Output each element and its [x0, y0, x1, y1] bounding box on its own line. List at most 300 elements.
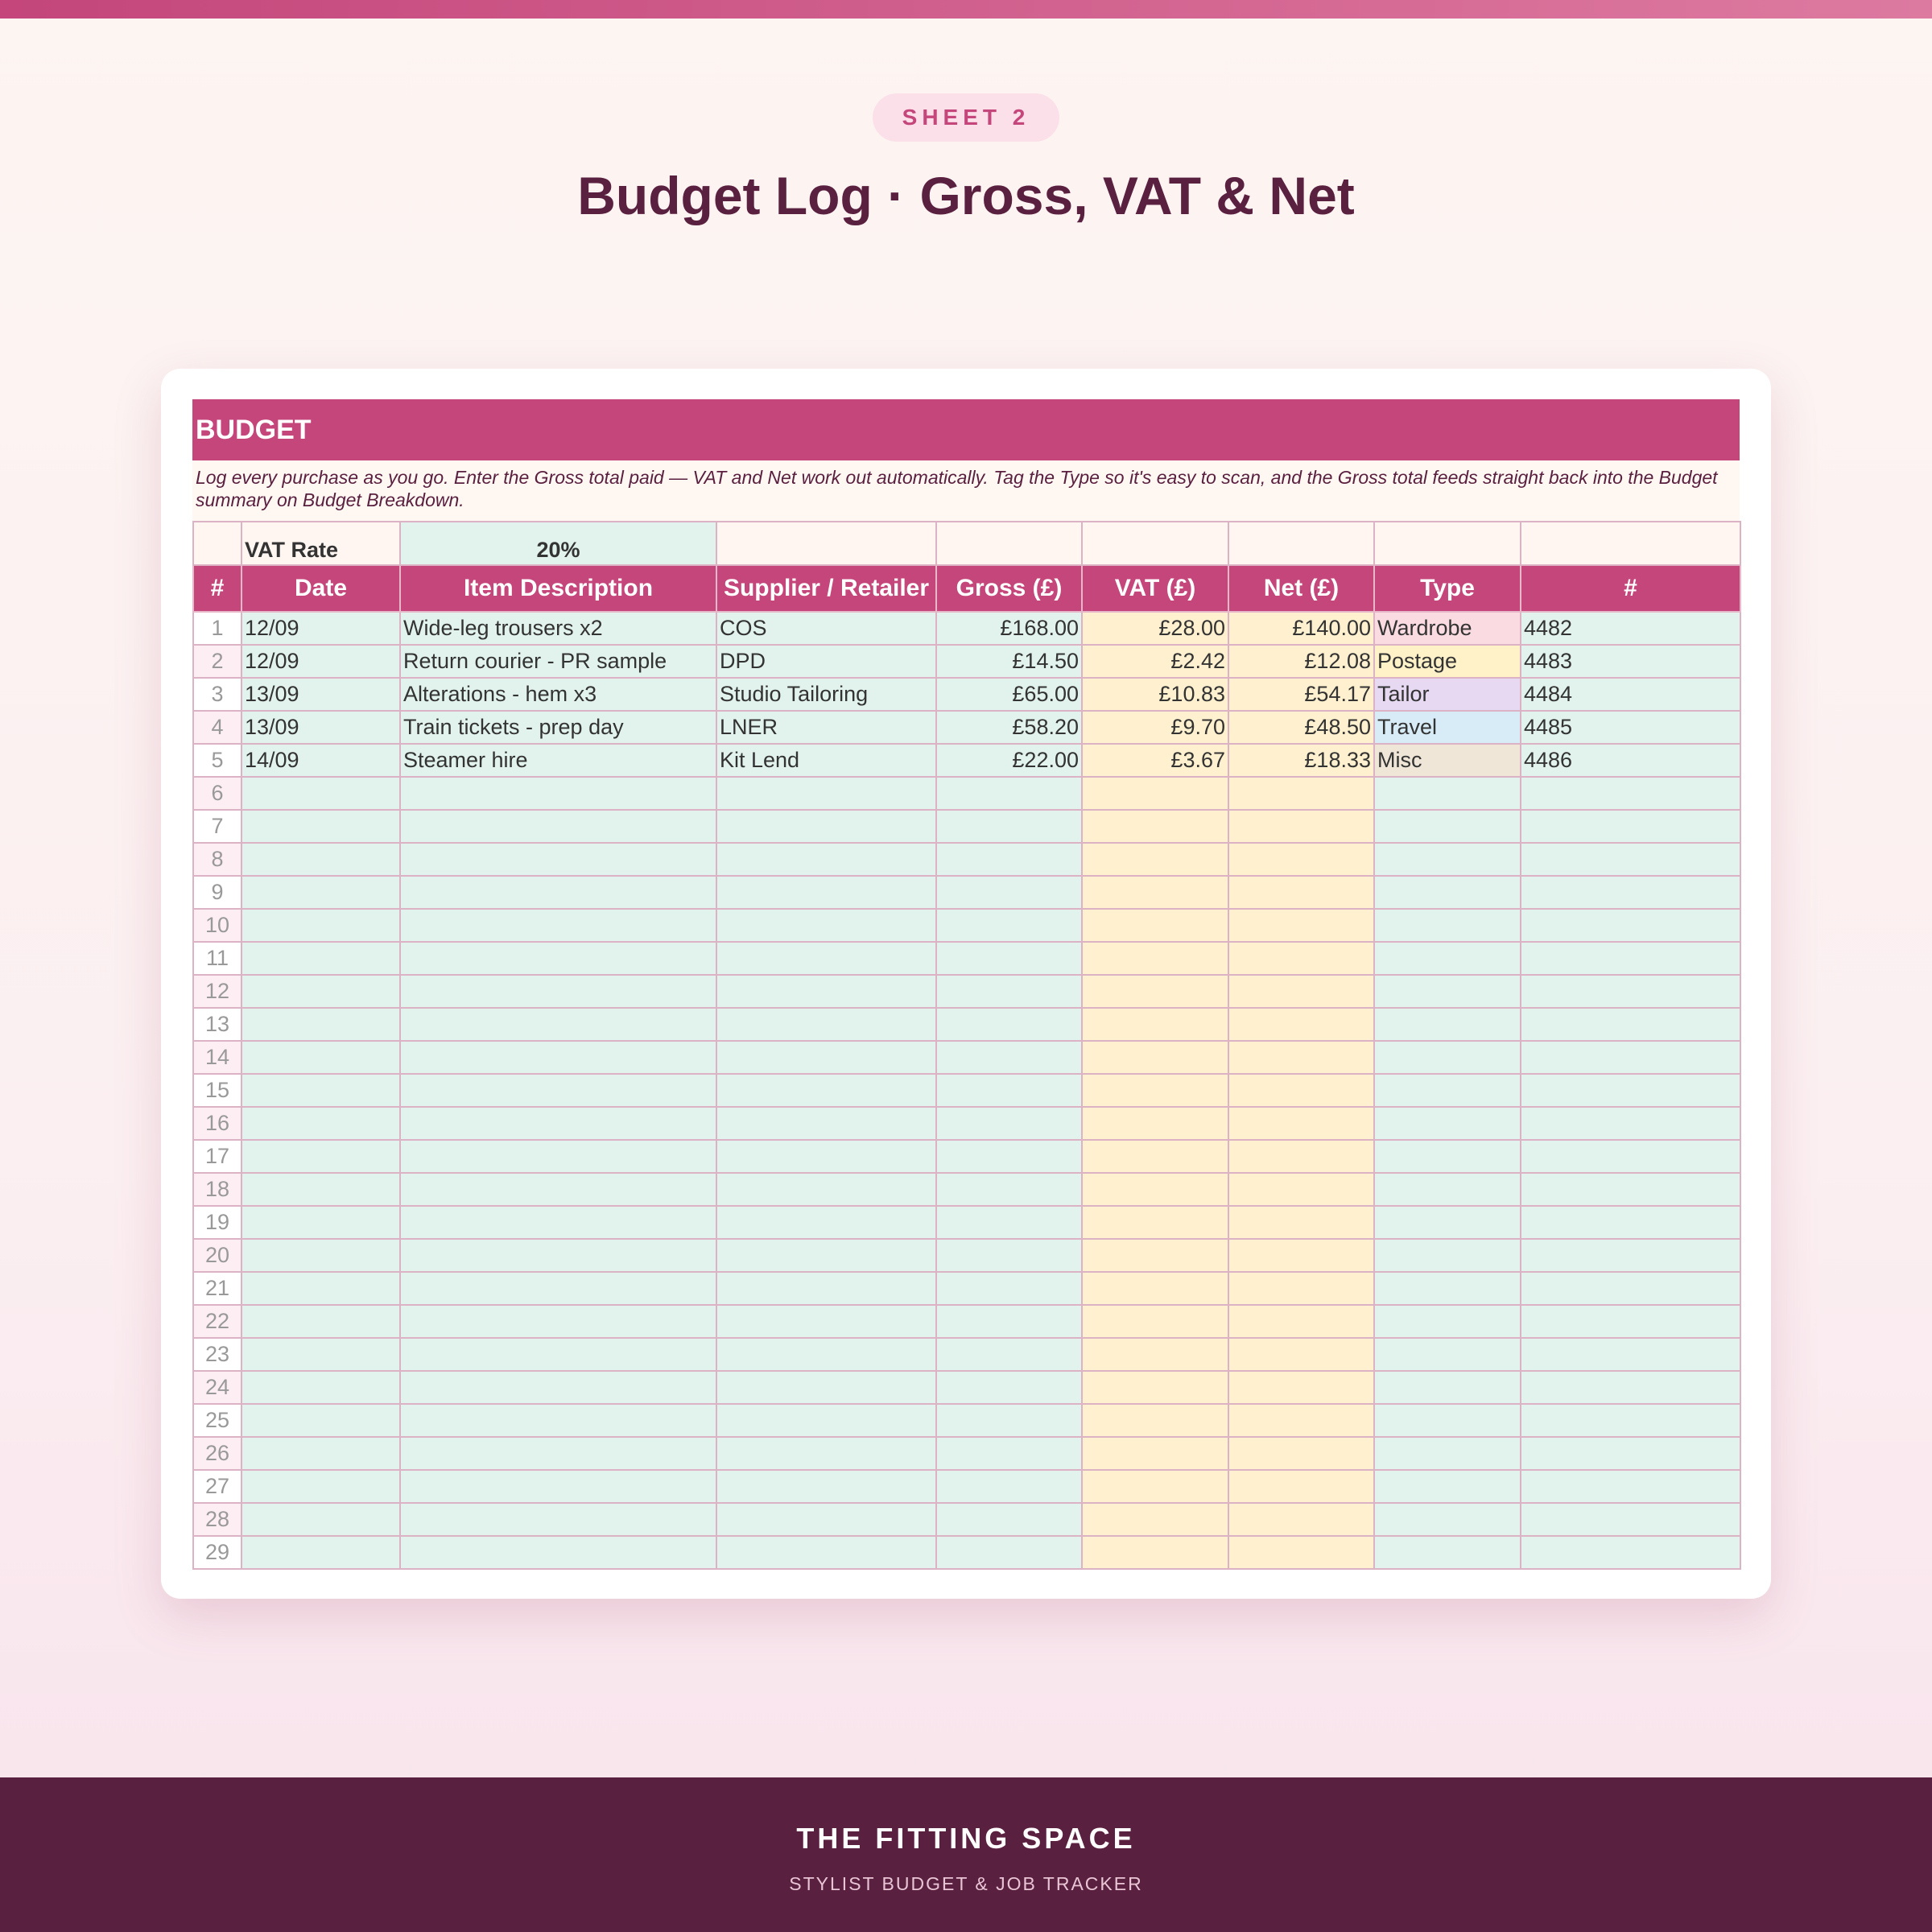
gross-cell[interactable] [936, 1503, 1082, 1536]
sheet-instructions: Log every purchase as you go. Enter the Gross total paid — VAT and Net work out automatically. Tag the Type so it's easy to scan, and the Gross total feeds straight back into the Budget summary on Budget Breakdown. [192, 460, 1740, 522]
type-cell[interactable] [1374, 1305, 1521, 1338]
gross-cell[interactable] [936, 1008, 1082, 1041]
header-type: Type [1374, 565, 1521, 612]
reference-cell[interactable] [1521, 1041, 1740, 1074]
page-title: Budget Log · Gross, VAT & Net [577, 166, 1355, 225]
supplier-cell[interactable] [716, 1404, 936, 1437]
supplier-cell[interactable] [716, 876, 936, 909]
blank-cell [716, 522, 936, 565]
item-description-cell[interactable] [400, 1107, 716, 1140]
supplier-cell[interactable] [716, 1206, 936, 1239]
blank-cell [936, 522, 1082, 565]
supplier-cell[interactable] [716, 810, 936, 843]
item-description-cell[interactable] [400, 1404, 716, 1437]
gross-cell[interactable]: £58.20 [936, 711, 1082, 744]
reference-cell[interactable]: 4482 [1521, 612, 1740, 645]
row-number-cell: 28 [193, 1503, 242, 1536]
type-cell[interactable] [1374, 1239, 1521, 1272]
date-cell[interactable] [242, 1404, 400, 1437]
net-cell: £48.50 [1228, 711, 1374, 744]
row-number-cell: 11 [193, 942, 242, 975]
footer [0, 1777, 1932, 1932]
row-number-cell: 23 [193, 1338, 242, 1371]
item-description-cell[interactable] [400, 1470, 716, 1503]
table-row [193, 1140, 1740, 1173]
date-cell[interactable]: 13/09 [242, 678, 400, 711]
table-row [193, 1470, 1740, 1503]
type-cell[interactable] [1374, 1041, 1521, 1074]
row-number-cell: 9 [193, 876, 242, 909]
item-description-cell[interactable]: Wide-leg trousers x2 [400, 612, 716, 645]
date-cell[interactable] [242, 777, 400, 810]
vat-cell [1082, 1140, 1228, 1173]
blank-cell [1228, 522, 1374, 565]
vat-cell [1082, 1338, 1228, 1371]
item-description-cell[interactable] [400, 810, 716, 843]
item-description-cell[interactable] [400, 975, 716, 1008]
net-cell [1228, 1305, 1374, 1338]
item-description-cell[interactable] [400, 1338, 716, 1371]
gross-cell[interactable]: £168.00 [936, 612, 1082, 645]
table-row [193, 744, 1740, 777]
supplier-cell[interactable] [716, 1074, 936, 1107]
vat-cell [1082, 1536, 1228, 1569]
item-description-cell[interactable] [400, 1239, 716, 1272]
gross-cell[interactable] [936, 1536, 1082, 1569]
supplier-cell[interactable]: Kit Lend [716, 744, 936, 777]
type-cell[interactable] [1374, 909, 1521, 942]
date-cell[interactable] [242, 1470, 400, 1503]
date-cell[interactable] [242, 1305, 400, 1338]
supplier-cell[interactable] [716, 1503, 936, 1536]
supplier-cell[interactable] [716, 1305, 936, 1338]
table-row [193, 1041, 1740, 1074]
reference-cell[interactable] [1521, 1404, 1740, 1437]
net-cell [1228, 1437, 1374, 1470]
type-cell[interactable] [1374, 1008, 1521, 1041]
table-row [193, 876, 1740, 909]
date-cell[interactable] [242, 1074, 400, 1107]
item-description-cell[interactable]: Alterations - hem x3 [400, 678, 716, 711]
reference-cell[interactable] [1521, 777, 1740, 810]
date-cell[interactable] [242, 1536, 400, 1569]
date-cell[interactable] [242, 1107, 400, 1140]
column-header-row [193, 565, 1740, 612]
vat-cell: £9.70 [1082, 711, 1228, 744]
table-row [193, 645, 1740, 678]
sheet-label: SHEET 2 [873, 93, 1059, 142]
reference-cell[interactable] [1521, 1008, 1740, 1041]
reference-cell[interactable] [1521, 1437, 1740, 1470]
date-cell[interactable] [242, 942, 400, 975]
gross-cell[interactable] [936, 975, 1082, 1008]
net-cell: £140.00 [1228, 612, 1374, 645]
vat-rate-row [193, 522, 1740, 565]
item-description-cell[interactable] [400, 777, 716, 810]
gross-cell[interactable] [936, 1338, 1082, 1371]
date-cell[interactable] [242, 1239, 400, 1272]
item-description-cell[interactable] [400, 843, 716, 876]
gross-cell[interactable] [936, 909, 1082, 942]
supplier-cell[interactable]: LNER [716, 711, 936, 744]
supplier-cell[interactable]: COS [716, 612, 936, 645]
item-description-cell[interactable] [400, 1272, 716, 1305]
net-cell [1228, 1008, 1374, 1041]
supplier-cell[interactable] [716, 1470, 936, 1503]
reference-cell[interactable] [1521, 876, 1740, 909]
date-cell[interactable]: 12/09 [242, 612, 400, 645]
header-gross: Gross (£) [936, 565, 1082, 612]
supplier-cell[interactable] [716, 1107, 936, 1140]
type-cell[interactable] [1374, 1074, 1521, 1107]
vat-cell [1082, 1239, 1228, 1272]
type-cell[interactable] [1374, 1470, 1521, 1503]
item-description-cell[interactable]: Steamer hire [400, 744, 716, 777]
table-row [193, 1437, 1740, 1470]
supplier-cell[interactable] [716, 1437, 936, 1470]
vat-cell [1082, 777, 1228, 810]
table-row [193, 975, 1740, 1008]
reference-cell[interactable] [1521, 1503, 1740, 1536]
item-description-cell[interactable]: Return courier - PR sample [400, 645, 716, 678]
net-cell [1228, 777, 1374, 810]
vat-cell [1082, 1503, 1228, 1536]
table-row [193, 909, 1740, 942]
table-row [193, 810, 1740, 843]
net-cell [1228, 1041, 1374, 1074]
net-cell [1228, 1173, 1374, 1206]
supplier-cell[interactable] [716, 777, 936, 810]
type-cell[interactable] [1374, 1503, 1521, 1536]
table-row [193, 942, 1740, 975]
vat-cell [1082, 1404, 1228, 1437]
item-description-cell[interactable] [400, 909, 716, 942]
date-cell[interactable] [242, 876, 400, 909]
gross-cell[interactable] [936, 1470, 1082, 1503]
type-cell[interactable]: Travel [1374, 711, 1521, 744]
net-cell [1228, 1404, 1374, 1437]
item-description-cell[interactable] [400, 1536, 716, 1569]
type-cell[interactable] [1374, 1173, 1521, 1206]
table-row [193, 843, 1740, 876]
gross-cell[interactable]: £22.00 [936, 744, 1082, 777]
row-number-cell: 12 [193, 975, 242, 1008]
vat-cell [1082, 1272, 1228, 1305]
row-number-cell: 15 [193, 1074, 242, 1107]
vat-cell: £2.42 [1082, 645, 1228, 678]
row-number-cell: 1 [193, 612, 242, 645]
table-row [193, 1404, 1740, 1437]
supplier-cell[interactable] [716, 1536, 936, 1569]
row-number-cell: 27 [193, 1470, 242, 1503]
date-cell[interactable] [242, 1206, 400, 1239]
reference-cell[interactable] [1521, 942, 1740, 975]
reference-cell[interactable] [1521, 1239, 1740, 1272]
date-cell[interactable] [242, 810, 400, 843]
reference-cell[interactable]: 4483 [1521, 645, 1740, 678]
header-supplier: Supplier / Retailer [716, 565, 936, 612]
vat-cell [1082, 1470, 1228, 1503]
row-number-cell: 13 [193, 1008, 242, 1041]
gross-cell[interactable]: £14.50 [936, 645, 1082, 678]
supplier-cell[interactable] [716, 1272, 936, 1305]
net-cell [1228, 909, 1374, 942]
reference-cell[interactable] [1521, 1305, 1740, 1338]
vat-cell [1082, 909, 1228, 942]
item-description-cell[interactable] [400, 1305, 716, 1338]
gross-cell[interactable] [936, 1041, 1082, 1074]
type-cell[interactable] [1374, 777, 1521, 810]
type-cell[interactable] [1374, 810, 1521, 843]
type-cell[interactable] [1374, 1206, 1521, 1239]
net-cell [1228, 876, 1374, 909]
net-cell [1228, 1107, 1374, 1140]
vat-rate-input[interactable]: 20% [400, 522, 716, 565]
supplier-cell[interactable]: Studio Tailoring [716, 678, 936, 711]
row-number-cell: 21 [193, 1272, 242, 1305]
row-number-cell: 24 [193, 1371, 242, 1404]
gross-cell[interactable] [936, 1272, 1082, 1305]
net-cell [1228, 1470, 1374, 1503]
supplier-cell[interactable] [716, 1371, 936, 1404]
type-cell[interactable]: Tailor [1374, 678, 1521, 711]
type-cell[interactable] [1374, 1371, 1521, 1404]
date-cell[interactable] [242, 843, 400, 876]
row-number-cell: 10 [193, 909, 242, 942]
vat-cell [1082, 1437, 1228, 1470]
reference-cell[interactable] [1521, 909, 1740, 942]
net-cell: £54.17 [1228, 678, 1374, 711]
supplier-cell[interactable] [716, 1338, 936, 1371]
row-number-cell: 22 [193, 1305, 242, 1338]
gross-cell[interactable] [936, 777, 1082, 810]
table-row [193, 1074, 1740, 1107]
gross-cell[interactable] [936, 810, 1082, 843]
vat-cell: £28.00 [1082, 612, 1228, 645]
date-cell[interactable]: 13/09 [242, 711, 400, 744]
budget-log-table [192, 521, 1741, 1570]
gross-cell[interactable] [936, 1140, 1082, 1173]
supplier-cell[interactable]: DPD [716, 645, 936, 678]
gross-cell[interactable] [936, 1404, 1082, 1437]
type-cell[interactable]: Misc [1374, 744, 1521, 777]
vat-cell [1082, 1173, 1228, 1206]
table-row [193, 711, 1740, 744]
net-cell: £18.33 [1228, 744, 1374, 777]
header-date: Date [242, 565, 400, 612]
sheet-banner: BUDGET [192, 399, 1740, 460]
table-row [193, 1272, 1740, 1305]
item-description-cell[interactable] [400, 1008, 716, 1041]
supplier-cell[interactable] [716, 1041, 936, 1074]
date-cell[interactable]: 12/09 [242, 645, 400, 678]
reference-cell[interactable] [1521, 1206, 1740, 1239]
supplier-cell[interactable] [716, 843, 936, 876]
supplier-cell[interactable] [716, 1008, 936, 1041]
vat-cell [1082, 1107, 1228, 1140]
top-accent-bar [0, 0, 1932, 19]
header-row-number: # [193, 565, 242, 612]
vat-cell: £3.67 [1082, 744, 1228, 777]
header-item-description: Item Description [400, 565, 716, 612]
item-description-cell[interactable] [400, 942, 716, 975]
header-vat: VAT (£) [1082, 565, 1228, 612]
supplier-cell[interactable] [716, 1173, 936, 1206]
type-cell[interactable] [1374, 1404, 1521, 1437]
blank-cell [1082, 522, 1228, 565]
row-number-cell: 26 [193, 1437, 242, 1470]
table-row [193, 1008, 1740, 1041]
net-cell [1228, 1536, 1374, 1569]
row-number-cell: 17 [193, 1140, 242, 1173]
blank-cell [1521, 522, 1740, 565]
row-number-cell: 7 [193, 810, 242, 843]
vat-cell [1082, 1008, 1228, 1041]
net-cell [1228, 1206, 1374, 1239]
type-cell[interactable] [1374, 1140, 1521, 1173]
supplier-cell[interactable] [716, 975, 936, 1008]
type-cell[interactable] [1374, 1437, 1521, 1470]
table-row [193, 612, 1740, 645]
item-description-cell[interactable] [400, 1173, 716, 1206]
reference-cell[interactable] [1521, 1371, 1740, 1404]
date-cell[interactable] [242, 975, 400, 1008]
table-row [193, 1536, 1740, 1569]
type-cell[interactable] [1374, 876, 1521, 909]
net-cell [1228, 810, 1374, 843]
reference-cell[interactable] [1521, 843, 1740, 876]
reference-cell[interactable]: 4486 [1521, 744, 1740, 777]
gross-cell[interactable] [936, 942, 1082, 975]
date-cell[interactable] [242, 1338, 400, 1371]
vat-rate-label: VAT Rate [242, 522, 400, 565]
vat-cell [1082, 942, 1228, 975]
date-cell[interactable] [242, 1503, 400, 1536]
item-description-cell[interactable] [400, 876, 716, 909]
net-cell [1228, 1503, 1374, 1536]
gross-cell[interactable] [936, 1371, 1082, 1404]
vat-cell [1082, 810, 1228, 843]
reference-cell[interactable] [1521, 1470, 1740, 1503]
date-cell[interactable] [242, 909, 400, 942]
item-description-cell[interactable] [400, 1437, 716, 1470]
footer-brand: THE FITTING SPACE [796, 1822, 1136, 1855]
table-row [193, 1305, 1740, 1338]
vat-cell [1082, 1041, 1228, 1074]
table-row [193, 1206, 1740, 1239]
vat-cell [1082, 1074, 1228, 1107]
vat-cell [1082, 843, 1228, 876]
net-cell [1228, 1338, 1374, 1371]
net-cell [1228, 1239, 1374, 1272]
type-cell[interactable] [1374, 975, 1521, 1008]
date-cell[interactable] [242, 1437, 400, 1470]
reference-cell[interactable]: 4485 [1521, 711, 1740, 744]
table-row [193, 1239, 1740, 1272]
reference-cell[interactable] [1521, 1272, 1740, 1305]
table-row [193, 777, 1740, 810]
reference-cell[interactable] [1521, 1074, 1740, 1107]
supplier-cell[interactable] [716, 1140, 936, 1173]
net-cell [1228, 1371, 1374, 1404]
item-description-cell[interactable] [400, 1041, 716, 1074]
reference-cell[interactable] [1521, 1140, 1740, 1173]
date-cell[interactable] [242, 1008, 400, 1041]
vat-cell [1082, 876, 1228, 909]
supplier-cell[interactable] [716, 909, 936, 942]
supplier-cell[interactable] [716, 942, 936, 975]
reference-cell[interactable] [1521, 1536, 1740, 1569]
row-number-cell: 5 [193, 744, 242, 777]
vat-cell [1082, 1305, 1228, 1338]
footer-tagline: STYLIST BUDGET & JOB TRACKER [789, 1873, 1143, 1894]
date-cell[interactable] [242, 1041, 400, 1074]
item-description-cell[interactable] [400, 1140, 716, 1173]
type-cell[interactable] [1374, 942, 1521, 975]
gross-cell[interactable] [936, 1305, 1082, 1338]
type-cell[interactable] [1374, 1338, 1521, 1371]
net-cell [1228, 975, 1374, 1008]
table-row [193, 678, 1740, 711]
row-number-cell: 2 [193, 645, 242, 678]
row-number-cell: 16 [193, 1107, 242, 1140]
type-cell[interactable]: Wardrobe [1374, 612, 1521, 645]
reference-cell[interactable] [1521, 975, 1740, 1008]
date-cell[interactable] [242, 1173, 400, 1206]
reference-cell[interactable] [1521, 1173, 1740, 1206]
item-description-cell[interactable] [400, 1503, 716, 1536]
table-row [193, 1173, 1740, 1206]
date-cell[interactable] [242, 1140, 400, 1173]
gross-cell[interactable]: £65.00 [936, 678, 1082, 711]
gross-cell[interactable] [936, 1239, 1082, 1272]
date-cell[interactable] [242, 1371, 400, 1404]
net-cell [1228, 942, 1374, 975]
net-cell [1228, 1272, 1374, 1305]
type-cell[interactable] [1374, 1272, 1521, 1305]
date-cell[interactable]: 14/09 [242, 744, 400, 777]
net-cell [1228, 1140, 1374, 1173]
item-description-cell[interactable]: Train tickets - prep day [400, 711, 716, 744]
type-cell[interactable] [1374, 1107, 1521, 1140]
gross-cell[interactable] [936, 1173, 1082, 1206]
item-description-cell[interactable] [400, 1074, 716, 1107]
gross-cell[interactable] [936, 1107, 1082, 1140]
reference-cell[interactable]: 4484 [1521, 678, 1740, 711]
type-cell[interactable] [1374, 843, 1521, 876]
reference-cell[interactable] [1521, 810, 1740, 843]
vat-cell [1082, 975, 1228, 1008]
gross-cell[interactable] [936, 876, 1082, 909]
gross-cell[interactable] [936, 843, 1082, 876]
type-cell[interactable] [1374, 1536, 1521, 1569]
vat-cell [1082, 1206, 1228, 1239]
item-description-cell[interactable] [400, 1206, 716, 1239]
reference-cell[interactable] [1521, 1338, 1740, 1371]
date-cell[interactable] [242, 1272, 400, 1305]
blank-cell [1374, 522, 1521, 565]
table-row [193, 1371, 1740, 1404]
type-cell[interactable]: Postage [1374, 645, 1521, 678]
row-number-cell: 14 [193, 1041, 242, 1074]
row-number-cell: 20 [193, 1239, 242, 1272]
supplier-cell[interactable] [716, 1239, 936, 1272]
gross-cell[interactable] [936, 1074, 1082, 1107]
reference-cell[interactable] [1521, 1107, 1740, 1140]
item-description-cell[interactable] [400, 1371, 716, 1404]
gross-cell[interactable] [936, 1206, 1082, 1239]
gross-cell[interactable] [936, 1437, 1082, 1470]
